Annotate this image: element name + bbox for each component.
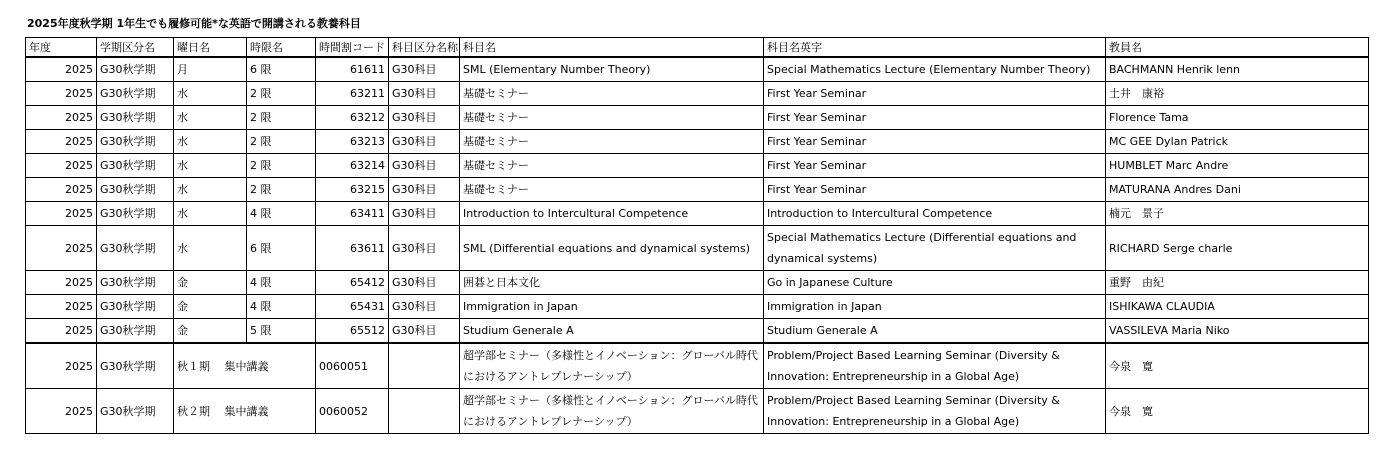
category-cell: [389, 271, 460, 295]
instructor-text: Florence Tama: [1109, 111, 1189, 124]
course-name-en-cell: [764, 106, 1106, 130]
instructor-text: MATURANA Andres Dani: [1109, 183, 1241, 196]
instructor-text: MC GEE Dylan Patrick: [1109, 135, 1229, 148]
course-name-en-text: First Year Seminar: [767, 87, 867, 100]
instructor-text: VASSILEVA Maria Niko: [1109, 324, 1230, 337]
period-cell: [247, 226, 316, 271]
instructor-text: ISHIKAWA CLAUDIA: [1109, 300, 1215, 313]
year-text: 2025: [65, 300, 93, 313]
course-name-cell: [460, 130, 764, 154]
course-name-en-text: Immigration in Japan: [767, 300, 882, 313]
course-name-text: 基礎セミナー: [463, 159, 529, 172]
day-cell: [174, 226, 247, 271]
term-cell: [97, 319, 174, 344]
term-text: G30秋学期: [100, 135, 156, 148]
day-cell: [174, 202, 247, 226]
col-course-name-en-header: 科目名英字: [764, 38, 1106, 58]
term-text: G30秋学期: [100, 324, 156, 337]
day-cell: [174, 178, 247, 202]
period-cell: [247, 82, 316, 106]
year-text: 2025: [65, 159, 93, 172]
term-cell: [97, 295, 174, 319]
day-cell: [174, 295, 247, 319]
course-name-text: 基礎セミナー: [463, 87, 529, 100]
term-text: G30秋学期: [100, 87, 156, 100]
code-text: 63212: [350, 111, 385, 124]
table-row: [26, 57, 1369, 82]
course-name-en-text: Problem/Project Based Learning Seminar (Diversity & Innovation: Entrepreneurship in a Global Age): [767, 349, 1060, 383]
course-name-en-text: Go in Japanese Culture: [767, 276, 893, 289]
day-text: 水: [177, 87, 188, 100]
table-row: [26, 226, 1369, 271]
instructor-text: 重野 由紀: [1109, 276, 1164, 289]
day-text: 金: [177, 300, 188, 313]
day-text: 水: [177, 135, 188, 148]
day-text: 秋２期 集中講義: [177, 404, 269, 418]
course-name-cell: [460, 271, 764, 295]
course-name-cell: [460, 295, 764, 319]
code-text: 63211: [350, 87, 385, 100]
course-name-en-text: Introduction to Intercultural Competence: [767, 207, 993, 220]
course-name-en-text: First Year Seminar: [767, 135, 867, 148]
page-title: 2025年度秋学期 1年生でも履修可能*な英語で開講される教養科目: [27, 17, 361, 30]
term-cell: [97, 106, 174, 130]
category-text: G30科目: [392, 324, 437, 337]
instructor-cell: [1106, 319, 1369, 344]
period-text: 4 限: [250, 300, 272, 313]
table-row: [26, 130, 1369, 154]
col-year-header: 年度: [26, 38, 97, 58]
code-cell: [316, 130, 389, 154]
term-text: G30秋学期: [100, 241, 156, 255]
category-text: G30科目: [392, 159, 437, 172]
day-cell: [174, 130, 247, 154]
term-text: G30秋学期: [100, 207, 156, 220]
course-name-text: 基礎セミナー: [463, 111, 529, 124]
code-text: 63611: [350, 241, 385, 255]
table-header: [26, 38, 1369, 58]
term-cell: [97, 202, 174, 226]
col-instructor-header: 教員名: [1106, 38, 1369, 58]
term-text: G30秋学期: [100, 404, 156, 418]
category-text: G30科目: [392, 183, 437, 196]
code-text: 63411: [350, 207, 385, 220]
table-row: [26, 106, 1369, 130]
term-cell: [97, 178, 174, 202]
day-text: 水: [177, 241, 188, 255]
year-text: 2025: [65, 111, 93, 124]
code-cell: [316, 154, 389, 178]
course-name-en-text: First Year Seminar: [767, 183, 867, 196]
period-text: 2 限: [250, 87, 272, 100]
table-row: [26, 271, 1369, 295]
category-cell: [389, 226, 460, 271]
period-cell: [247, 295, 316, 319]
year-text: 2025: [65, 404, 93, 418]
year-cell: [26, 82, 97, 106]
day-cell: [174, 154, 247, 178]
course-name-en-cell: [764, 343, 1106, 389]
day-cell: [174, 271, 247, 295]
code-text: 63214: [350, 159, 385, 172]
year-cell: [26, 343, 97, 389]
course-name-text: 基礎セミナー: [463, 183, 529, 196]
period-text: 6 限: [250, 241, 272, 255]
year-cell: [26, 178, 97, 202]
instructor-cell: [1106, 57, 1369, 82]
period-text: 2 限: [250, 183, 272, 196]
code-cell: [316, 178, 389, 202]
instructor-text: 楠元 景子: [1109, 207, 1164, 220]
course-name-en-cell: [764, 202, 1106, 226]
year-text: 2025: [65, 183, 93, 196]
course-name-en-text: Studium Generale A: [767, 324, 878, 337]
year-cell: [26, 226, 97, 271]
term-cell: [97, 343, 174, 389]
period-text: 5 限: [250, 324, 272, 337]
course-name-text: 超学部セミナー（多様性とイノベーション：グローバル時代におけるアントレプレナーシップ）: [463, 394, 758, 428]
course-name-en-cell: [764, 226, 1106, 271]
code-cell: [316, 226, 389, 271]
col-course-name-header: 科目名: [460, 38, 764, 58]
course-name-cell: [460, 389, 764, 434]
course-name-text: 超学部セミナー（多様性とイノベーション：グローバル時代におけるアントレプレナーシップ）: [463, 349, 758, 383]
category-text: G30科目: [392, 135, 437, 148]
course-name-text: 基礎セミナー: [463, 135, 529, 148]
day-cell: [174, 57, 247, 82]
col-period-header: 時限名: [247, 38, 316, 58]
term-cell: [97, 226, 174, 271]
category-cell: [389, 130, 460, 154]
course-name-en-text: First Year Seminar: [767, 111, 867, 124]
code-text: 65431: [350, 300, 385, 313]
code-cell: [316, 57, 389, 82]
course-name-en-cell: [764, 154, 1106, 178]
period-cell: [247, 202, 316, 226]
day-text: 水: [177, 111, 188, 124]
year-cell: [26, 389, 97, 434]
code-cell: [316, 106, 389, 130]
year-text: 2025: [65, 324, 93, 337]
term-text: G30秋学期: [100, 159, 156, 172]
table-row: [26, 343, 1369, 389]
day-cell: [174, 106, 247, 130]
instructor-cell: [1106, 226, 1369, 271]
term-cell: [97, 389, 174, 434]
instructor-cell: [1106, 154, 1369, 178]
period-cell: [247, 319, 316, 344]
category-text: G30科目: [392, 87, 437, 100]
instructor-cell: [1106, 343, 1369, 389]
instructor-cell: [1106, 389, 1369, 434]
instructor-cell: [1106, 271, 1369, 295]
course-name-cell: [460, 57, 764, 82]
course-name-cell: [460, 343, 764, 389]
term-cell: [97, 57, 174, 82]
term-cell: [97, 154, 174, 178]
day-text: 金: [177, 276, 188, 289]
code-text: 65512: [350, 324, 385, 337]
year-cell: [26, 106, 97, 130]
term-text: G30秋学期: [100, 183, 156, 196]
course-name-cell: [460, 319, 764, 344]
category-text: G30科目: [392, 111, 437, 124]
course-name-en-cell: [764, 271, 1106, 295]
day-text: 金: [177, 324, 188, 337]
year-cell: [26, 319, 97, 344]
code-text: 65412: [350, 276, 385, 289]
instructor-cell: [1106, 295, 1369, 319]
instructor-cell: [1106, 178, 1369, 202]
col-term-header: 学期区分名: [97, 38, 174, 58]
year-text: 2025: [65, 241, 93, 255]
course-name-en-text: First Year Seminar: [767, 159, 867, 172]
category-cell: [389, 319, 460, 344]
course-name-cell: [460, 226, 764, 271]
course-name-text: Introduction to Intercultural Competence: [463, 207, 689, 220]
category-cell: [389, 154, 460, 178]
year-text: 2025: [65, 63, 93, 76]
year-text: 2025: [65, 207, 93, 220]
term-cell: [97, 271, 174, 295]
day-text: 水: [177, 159, 188, 172]
day-cell: [174, 343, 316, 389]
table-body: [26, 57, 1369, 434]
period-text: 4 限: [250, 276, 272, 289]
year-text: 2025: [65, 135, 93, 148]
course-name-en-text: Special Mathematics Lecture (Differential equations and dynamical systems): [767, 231, 1077, 265]
year-cell: [26, 154, 97, 178]
period-cell: [247, 154, 316, 178]
day-cell: [174, 82, 247, 106]
period-text: 2 限: [250, 135, 272, 148]
year-cell: [26, 295, 97, 319]
category-cell: [389, 57, 460, 82]
period-text: 2 限: [250, 159, 272, 172]
course-name-cell: [460, 82, 764, 106]
year-cell: [26, 271, 97, 295]
header-row: [26, 38, 1369, 58]
instructor-text: BACHMANN Henrik lenn: [1109, 63, 1241, 76]
day-text: 秋１期 集中講義: [177, 359, 269, 373]
instructor-text: RICHARD Serge charle: [1109, 241, 1233, 255]
course-name-text: 囲碁と日本文化: [463, 276, 540, 289]
instructor-cell: [1106, 106, 1369, 130]
period-cell: [247, 130, 316, 154]
day-text: 水: [177, 183, 188, 196]
year-cell: [26, 130, 97, 154]
category-text: G30科目: [392, 207, 437, 220]
category-text: G30科目: [392, 241, 437, 255]
table-row: [26, 202, 1369, 226]
course-name-en-cell: [764, 319, 1106, 344]
term-text: G30秋学期: [100, 276, 156, 289]
year-text: 2025: [65, 359, 93, 373]
table-row: [26, 319, 1369, 344]
instructor-text: 土井 康裕: [1109, 87, 1164, 100]
instructor-text: 今泉 寛: [1109, 404, 1153, 418]
course-name-en-cell: [764, 178, 1106, 202]
instructor-cell: [1106, 202, 1369, 226]
term-text: G30秋学期: [100, 300, 156, 313]
course-name-cell: [460, 202, 764, 226]
table-row: [26, 389, 1369, 434]
category-text: G30科目: [392, 63, 437, 76]
period-text: 4 限: [250, 207, 272, 220]
category-text: G30科目: [392, 276, 437, 289]
year-cell: [26, 57, 97, 82]
course-name-cell: [460, 106, 764, 130]
course-name-en-cell: [764, 57, 1106, 82]
table-row: [26, 154, 1369, 178]
period-cell: [247, 106, 316, 130]
code-cell: [316, 271, 389, 295]
year-cell: [26, 202, 97, 226]
category-cell: [389, 343, 460, 389]
year-text: 2025: [65, 87, 93, 100]
course-name-text: SML (Elementary Number Theory): [463, 63, 651, 76]
period-cell: [247, 178, 316, 202]
course-name-en-cell: [764, 295, 1106, 319]
instructor-cell: [1106, 82, 1369, 106]
course-name-cell: [460, 178, 764, 202]
term-text: G30秋学期: [100, 111, 156, 124]
course-name-text: SML (Differential equations and dynamical systems): [463, 241, 751, 255]
category-text: G30科目: [392, 300, 437, 313]
code-cell: [316, 82, 389, 106]
category-cell: [389, 389, 460, 434]
period-text: 2 限: [250, 111, 272, 124]
course-table: [25, 37, 1369, 434]
course-name-en-cell: [764, 130, 1106, 154]
table-row: [26, 82, 1369, 106]
category-cell: [389, 82, 460, 106]
category-cell: [389, 106, 460, 130]
table-row: [26, 178, 1369, 202]
code-cell: [316, 343, 389, 389]
period-cell: [247, 271, 316, 295]
code-text: 63213: [350, 135, 385, 148]
code-cell: [316, 389, 389, 434]
instructor-text: 今泉 寛: [1109, 359, 1153, 373]
day-cell: [174, 389, 316, 434]
term-text: G30秋学期: [100, 359, 156, 373]
category-cell: [389, 295, 460, 319]
col-code-header: 時間割コード: [316, 38, 389, 58]
col-category-header: 科目区分名称: [389, 38, 460, 58]
course-name-en-text: Special Mathematics Lecture (Elementary Number Theory): [767, 63, 1091, 76]
code-cell: [316, 202, 389, 226]
course-name-cell: [460, 154, 764, 178]
code-text: 0060052: [319, 404, 368, 418]
year-text: 2025: [65, 276, 93, 289]
category-cell: [389, 178, 460, 202]
table-row: [26, 295, 1369, 319]
day-text: 月: [177, 63, 188, 76]
term-cell: [97, 82, 174, 106]
term-cell: [97, 130, 174, 154]
day-cell: [174, 319, 247, 344]
period-cell: [247, 57, 316, 82]
instructor-cell: [1106, 130, 1369, 154]
course-name-en-cell: [764, 82, 1106, 106]
course-name-en-text: Problem/Project Based Learning Seminar (Diversity & Innovation: Entrepreneurship in a Global Age): [767, 394, 1060, 428]
course-name-text: Immigration in Japan: [463, 300, 578, 313]
instructor-text: HUMBLET Marc Andre: [1109, 159, 1229, 172]
col-day-header: 曜日名: [174, 38, 247, 58]
course-name-en-cell: [764, 389, 1106, 434]
course-name-text: Studium Generale A: [463, 324, 574, 337]
code-text: 0060051: [319, 359, 368, 373]
code-text: 63215: [350, 183, 385, 196]
code-cell: [316, 319, 389, 344]
term-text: G30秋学期: [100, 63, 156, 76]
code-cell: [316, 295, 389, 319]
period-text: 6 限: [250, 63, 272, 76]
day-text: 水: [177, 207, 188, 220]
code-text: 61611: [350, 63, 385, 76]
category-cell: [389, 202, 460, 226]
